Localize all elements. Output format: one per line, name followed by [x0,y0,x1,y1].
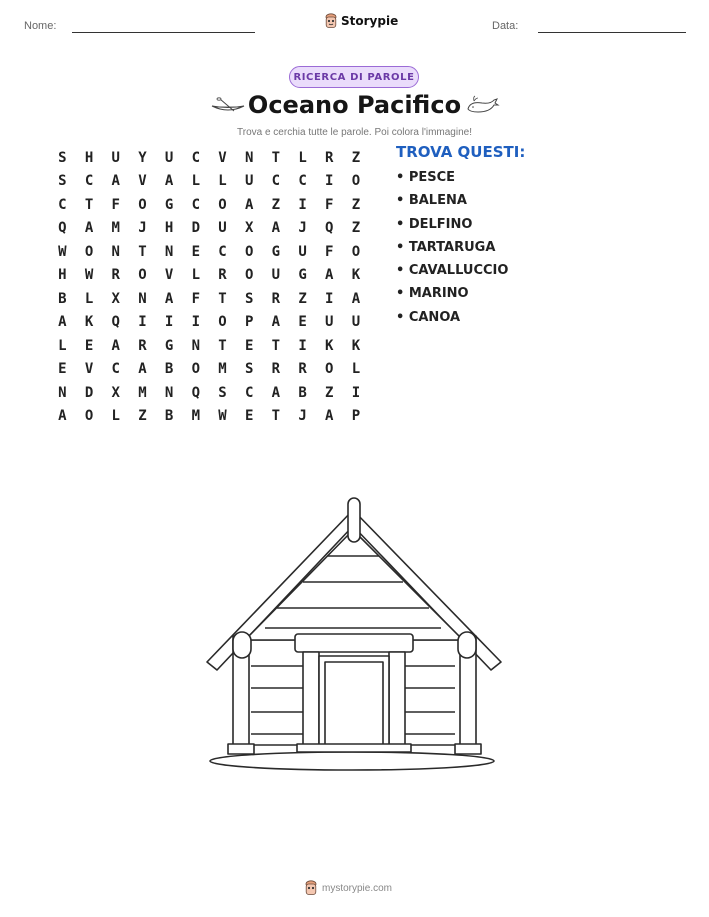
grid-cell[interactable]: L [111,408,120,425]
grid-cell[interactable]: N [191,337,200,354]
grid-cell[interactable]: Q [58,220,67,237]
grid-cell[interactable]: W [58,243,67,260]
grid-cell[interactable]: T [84,196,94,213]
grid-cell[interactable]: Z [138,408,147,425]
footer-link[interactable]: mystorypie.com [322,882,393,894]
grid-cell[interactable]: A [271,384,281,401]
grid-cell[interactable]: S [244,361,254,378]
word-list-item: • TARTARUGA [396,239,496,255]
grid-cell[interactable]: B [164,408,174,425]
grid-cell[interactable]: L [84,290,94,307]
grid-cell[interactable]: T [271,149,281,166]
grid-cell[interactable]: U [164,149,174,166]
grid-cell[interactable]: N [58,384,67,401]
grid-row [49,240,371,264]
grid-cell[interactable]: I [298,196,307,213]
grid-cell[interactable]: Y [138,149,147,166]
grid-cell[interactable]: V [164,267,174,284]
grid-cell[interactable]: A [138,361,147,378]
grid-cell[interactable]: A [111,337,120,354]
grid-cell[interactable]: O [244,243,254,260]
grid-cell[interactable]: S [58,149,67,166]
name-label: Nome: [24,20,57,32]
grid-cell[interactable]: G [164,337,174,354]
grid-cell[interactable]: R [298,361,307,378]
grid-cell[interactable]: T [218,337,227,354]
grid-cell[interactable]: R [271,290,281,307]
grid-cell[interactable]: I [191,314,200,331]
grid-cell[interactable]: R [138,337,147,354]
grid-cell[interactable]: P [351,408,361,425]
grid-cell[interactable]: E [191,243,200,260]
grid-cell[interactable]: N [164,243,174,260]
grid-row [49,405,371,429]
grid-cell[interactable]: T [218,290,227,307]
word-list-item: • BALENA [396,193,467,209]
grid-cell[interactable]: A [271,314,281,331]
grid-row [49,170,371,194]
grid-cell[interactable]: Z [271,196,281,213]
grid-cell[interactable]: A [164,290,174,307]
grid-cell[interactable]: R [218,267,227,284]
grid-cell[interactable]: I [138,314,147,331]
grid-cell[interactable]: O [351,243,361,260]
grid-cell[interactable]: Z [351,220,361,237]
grid-cell[interactable]: G [298,267,307,284]
grid-cell[interactable]: L [298,149,307,166]
brand-logo [324,13,398,29]
grid-cell[interactable]: M [191,408,200,425]
grid-cell[interactable]: Q [191,384,200,401]
grid-cell[interactable]: J [298,220,307,237]
grid-cell[interactable]: I [325,173,334,190]
grid-cell[interactable]: I [164,314,174,331]
grid-row [49,193,371,217]
grid-cell[interactable]: A [164,173,174,190]
grid-cell[interactable]: V [138,173,147,190]
grid-cell[interactable]: H [58,267,67,284]
grid-row [49,381,371,405]
grid-cell[interactable]: S [218,384,227,401]
grid-cell[interactable]: G [271,243,281,260]
grid-row [49,311,371,335]
grid-cell[interactable]: R [271,361,281,378]
grid-cell[interactable]: R [111,267,120,284]
grid-cell[interactable]: E [244,337,254,354]
grid-cell[interactable]: V [84,361,94,378]
grid-cell[interactable]: A [58,408,67,425]
word-list-item: • DELFINO [396,216,473,232]
grid-cell[interactable]: Z [298,290,307,307]
grid-cell[interactable]: A [325,267,334,284]
grid-cell[interactable]: K [325,337,334,354]
word-list-item: • CAVALLUCCIO [396,263,509,279]
grid-cell[interactable]: O [84,408,94,425]
grid-cell[interactable]: L [58,337,67,354]
word-list [396,170,525,333]
grid-cell[interactable]: H [164,220,174,237]
grid-cell[interactable]: U [351,314,361,331]
grid-cell[interactable]: A [271,220,281,237]
grid-cell[interactable]: A [58,314,67,331]
grid-cell[interactable]: O [138,267,147,284]
grid-cell[interactable]: C [84,173,94,190]
grid-cell[interactable]: O [325,361,334,378]
grid-cell[interactable]: U [325,314,334,331]
grid-row [49,146,371,170]
instructions: Trova e cerchia tutte le parole. Poi colora l'immagine! [237,127,472,138]
grid-cell[interactable]: R [325,149,334,166]
grid-cell[interactable]: L [191,173,200,190]
grid-cell[interactable]: C [111,361,120,378]
grid-cell[interactable]: A [351,290,361,307]
grid-cell[interactable]: Q [325,220,334,237]
word-list-item: • MARINO [396,286,469,302]
grid-cell[interactable]: C [218,243,227,260]
grid-cell[interactable]: K [351,267,361,284]
grid-cell[interactable]: J [298,408,307,425]
grid-cell[interactable]: L [351,361,361,378]
grid-cell[interactable]: H [84,149,94,166]
word-search-grid[interactable] [49,146,371,428]
grid-row [49,287,371,311]
grid-cell[interactable]: C [191,149,200,166]
grid-cell[interactable]: V [218,149,227,166]
grid-cell[interactable]: Z [351,149,361,166]
page-title: Oceano Pacifico [247,91,462,119]
grid-cell[interactable]: X [244,220,254,237]
word-list-panel [396,143,525,333]
grid-cell[interactable]: O [244,267,254,284]
grid-cell[interactable]: O [138,196,147,213]
grid-cell[interactable]: F [325,243,334,260]
date-label: Data: [492,20,519,32]
grid-cell[interactable]: K [84,314,94,331]
grid-cell[interactable]: N [244,149,254,166]
grid-cell[interactable]: U [111,149,120,166]
grid-cell[interactable]: B [164,361,174,378]
grid-row [49,217,371,241]
grid-cell[interactable]: C [191,196,200,213]
date-field-line[interactable] [538,32,686,33]
grid-cell[interactable]: N [164,384,174,401]
grid-cell[interactable]: Q [111,314,120,331]
word-list-item: • PESCE [396,170,456,185]
grid-cell[interactable]: O [351,173,361,190]
grid-cell[interactable]: T [271,408,281,425]
word-list-title: TROVA QUESTI: [396,143,526,161]
grid-cell[interactable]: O [218,196,227,213]
grid-cell[interactable]: O [191,361,200,378]
grid-cell[interactable]: E [244,408,254,425]
grid-cell[interactable]: Z [325,384,334,401]
grid-cell[interactable]: A [84,220,94,237]
word-list-item: • CANOA [396,309,461,325]
storypie-mascot-icon [324,13,338,29]
grid-cell[interactable]: N [138,290,147,307]
grid-cell[interactable]: C [271,173,281,190]
grid-cell[interactable]: L [218,173,227,190]
grid-row [49,264,371,288]
grid-cell[interactable]: B [298,384,307,401]
brand-name: Storypie [341,14,399,28]
grid-cell[interactable]: W [84,267,94,284]
grid-cell[interactable]: C [298,173,307,190]
grid-cell[interactable]: D [84,384,94,401]
grid-cell[interactable]: E [58,361,67,378]
grid-cell[interactable]: U [271,267,281,284]
grid-cell[interactable]: A [111,173,120,190]
hut-illustration [205,490,505,775]
grid-cell[interactable]: U [244,173,254,190]
whale-icon [464,95,500,117]
grid-cell[interactable]: Z [351,196,361,213]
grid-cell[interactable]: B [58,290,67,307]
grid-cell[interactable]: M [218,361,227,378]
storypie-mascot-icon [304,880,318,896]
grid-cell[interactable]: I [298,337,307,354]
grid-cell[interactable]: D [191,220,200,237]
activity-badge: RICERCA DI PAROLE [289,66,419,88]
grid-row [49,334,371,358]
grid-cell[interactable]: O [218,314,227,331]
grid-cell[interactable]: U [298,243,307,260]
grid-cell[interactable]: I [351,384,361,401]
grid-cell[interactable]: E [84,337,94,354]
grid-cell[interactable]: W [218,408,227,425]
grid-cell[interactable]: I [325,290,334,307]
grid-cell[interactable]: J [138,220,147,237]
grid-cell[interactable]: F [325,196,334,213]
grid-cell[interactable]: S [58,173,67,190]
grid-cell[interactable]: C [244,384,254,401]
grid-cell[interactable]: P [244,314,254,331]
grid-cell[interactable]: E [298,314,307,331]
grid-cell[interactable]: X [111,290,120,307]
grid-cell[interactable]: G [164,196,174,213]
grid-cell[interactable]: M [111,220,120,237]
grid-cell[interactable]: M [138,384,147,401]
grid-cell[interactable]: U [218,220,227,237]
grid-cell[interactable]: O [84,243,94,260]
grid-cell[interactable]: F [191,290,200,307]
grid-cell[interactable]: S [244,290,254,307]
grid-cell[interactable]: K [351,337,361,354]
grid-cell[interactable]: T [271,337,281,354]
grid-cell[interactable]: A [244,196,254,213]
grid-row [49,358,371,382]
grid-cell[interactable]: T [138,243,147,260]
grid-cell[interactable]: F [111,196,120,213]
grid-cell[interactable]: X [111,384,120,401]
footer [304,880,392,896]
grid-cell[interactable]: N [111,243,120,260]
grid-cell[interactable]: A [325,408,334,425]
grid-cell[interactable]: L [191,267,200,284]
name-field-line[interactable] [72,32,255,33]
grid-cell[interactable]: C [58,196,67,213]
